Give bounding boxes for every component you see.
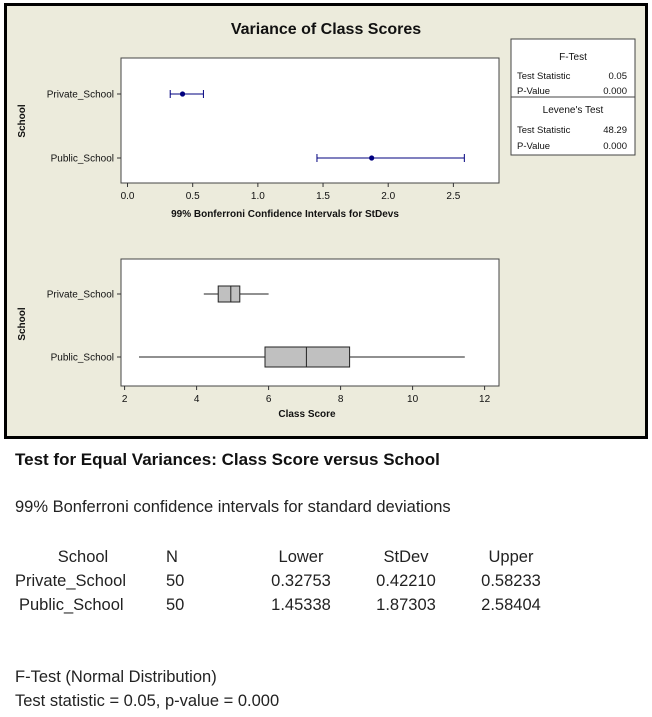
table-header-row [8, 545, 566, 569]
y-tick-label: Public_School [50, 153, 114, 165]
ci-stdev-point [180, 91, 185, 96]
cell-school: Private_School [15, 571, 126, 590]
table-row [8, 569, 566, 593]
y-tick-label: Private_School [46, 289, 114, 301]
x-tick-label: 2.0 [381, 191, 396, 202]
cell-upper: 2.58404 [481, 595, 541, 614]
x-tick-label: 2.5 [446, 191, 461, 202]
ftest-stat-label: Test Statistic [517, 71, 571, 82]
ftest-pvalue-label: P-Value [517, 86, 551, 97]
col-header-stdev: StDev [383, 547, 429, 566]
cell-n: 50 [166, 571, 185, 590]
boxplot-box [265, 347, 350, 367]
cell-stdev: 1.87303 [376, 595, 436, 614]
ci-plot-area [121, 58, 499, 183]
ci-x-axis-label: 99% Bonferroni Confidence Intervals for StDevs [171, 209, 399, 220]
boxplot-box [218, 286, 240, 302]
levene-pvalue-label: P-Value [517, 141, 551, 152]
chart-canvas [7, 6, 645, 436]
col-header-upper: Upper [488, 547, 534, 566]
y-tick-label: Public_School [50, 352, 114, 364]
chart-figure [4, 3, 648, 439]
x-tick-label: 2 [121, 394, 128, 405]
ftest-pvalue-value: 0.000 [603, 86, 627, 97]
boxplot-x-axis-label: Class Score [278, 409, 336, 420]
col-header-n: N [166, 547, 178, 566]
cell-stdev: 0.42210 [376, 571, 436, 590]
levene-stat-value: 48.29 [603, 125, 627, 136]
cell-upper: 0.58233 [481, 571, 541, 590]
x-tick-label: 8 [337, 394, 344, 405]
ftest-box-title: F-Test [559, 52, 587, 63]
levene-stat-label: Test Statistic [517, 125, 571, 136]
ci-stdev-point [369, 155, 374, 160]
output-heading: Test for Equal Variances: Class Score versus School [15, 450, 440, 469]
x-tick-label: 6 [265, 394, 272, 405]
col-header-school: School [57, 547, 109, 566]
x-tick-label: 12 [479, 394, 491, 405]
ci-y-axis-label: School [17, 104, 28, 138]
y-tick-label: Private_School [46, 89, 114, 101]
boxplot-y-axis-label: School [17, 307, 28, 341]
ci-description: 99% Bonferroni confidence intervals for standard deviations [15, 498, 451, 516]
ftest-title: F-Test (Normal Distribution) [15, 668, 217, 686]
table-row [8, 593, 566, 617]
x-tick-label: 4 [193, 394, 200, 405]
cell-school: Public_School [19, 595, 124, 614]
x-tick-label: 1.5 [316, 191, 330, 202]
x-tick-label: 0.0 [120, 191, 135, 202]
col-header-lower: Lower [278, 547, 324, 566]
chart-title: Variance of Class Scores [230, 21, 422, 38]
levene-pvalue-value: 0.000 [603, 141, 627, 152]
levene-box-title: Levene's Test [542, 105, 604, 116]
stdev-table [8, 545, 566, 617]
x-tick-label: 10 [407, 394, 419, 405]
x-tick-label: 1.0 [250, 191, 265, 202]
cell-lower: 0.32753 [271, 571, 331, 590]
cell-lower: 1.45338 [271, 595, 331, 614]
ftest-result: Test statistic = 0.05, p-value = 0.000 [15, 692, 280, 710]
ftest-stat-value: 0.05 [608, 71, 627, 82]
x-tick-label: 0.5 [185, 191, 200, 202]
cell-n: 50 [166, 595, 185, 614]
